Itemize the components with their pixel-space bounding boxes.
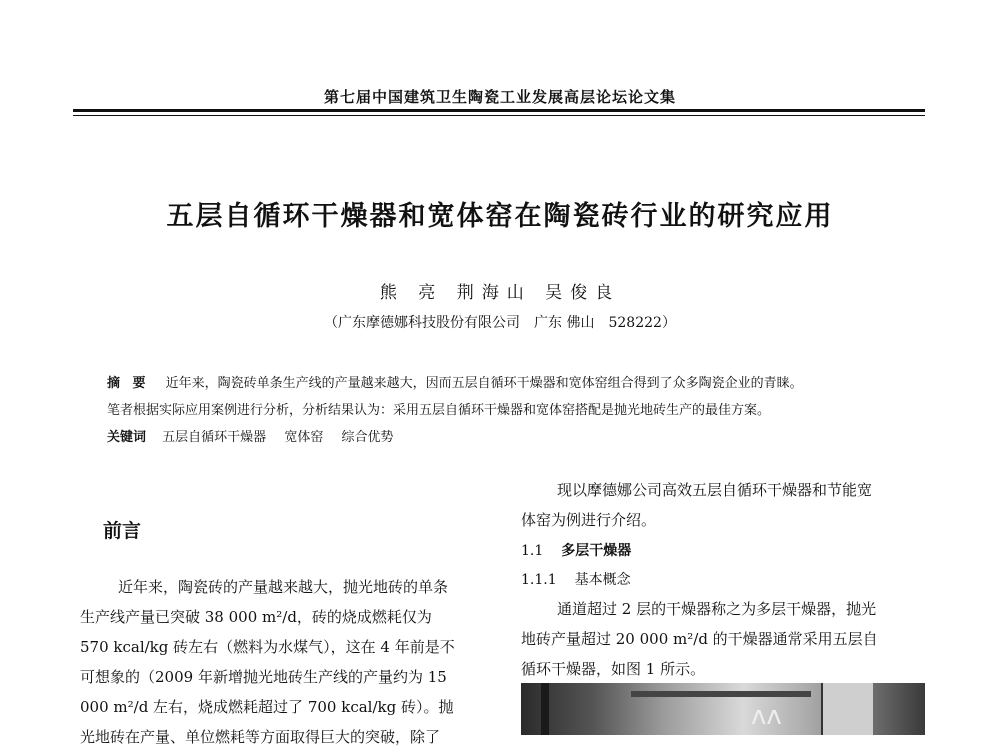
body-line: 光地砖在产量、单位燃耗等方面取得巨大的突破，除了 <box>80 728 441 746</box>
keywords-label: 关键词 <box>107 430 147 445</box>
body-line: 现以摩德娜公司高效五层自循环干燥器和节能宽 <box>557 481 873 499</box>
abstract-line-1 <box>107 372 803 391</box>
body-line: 近年来，陶瓷砖的产量越来越大，抛光地砖的单条 <box>118 578 449 596</box>
abstract-text-1: 近年来，陶瓷砖单条生产线的产量越来越大，因而五层自循环干燥器和宽体窑组合得到了众多陶瓷企业的青睐。 <box>165 376 803 391</box>
body-line: 生产线产量已突破 38 000 m²/d，砖的烧成燃耗仅为 <box>80 608 432 626</box>
body-line: 通道超过 2 层的干燥器称之为多层干燥器，抛光 <box>557 600 877 618</box>
body-line: 体窑为例进行介绍。 <box>521 511 657 529</box>
keywords-line <box>107 426 407 445</box>
paper-authors: 熊 亮 荆海山 吴俊良 <box>379 283 621 303</box>
header-rule-thick <box>73 109 925 112</box>
body-line: 循环干燥器，如图 1 所示。 <box>521 660 706 678</box>
section-heading-1-1 <box>521 540 631 560</box>
section-heading-preface: 前言 <box>103 520 142 542</box>
subsection-number: 1.1.1 <box>521 572 557 588</box>
keyword: 综合优势 <box>341 430 394 445</box>
abstract-label: 摘 要 <box>107 376 150 391</box>
figure-1-dryer-photo: ᴧᴧ <box>521 683 925 735</box>
body-line: 000 m²/d 左右，烧成燃耗超过了 700 kcal/kg 砖）。抛 <box>80 698 454 716</box>
section-number: 1.1 <box>521 543 544 559</box>
paper-title: 五层自循环干燥器和宽体窑在陶瓷砖行业的研究应用 <box>166 201 834 232</box>
keyword: 五层自循环干燥器 <box>162 430 267 445</box>
proceedings-header-title: 第七届中国建筑卫生陶瓷工业发展高层论坛论文集 <box>323 88 676 106</box>
header-rule-thin <box>73 115 925 116</box>
abstract-line-2: 笔者根据实际应用案例进行分析，分析结果认为：采用五层自循环干燥器和宽体窑搭配是抛光地砖生产的最佳方案。 <box>107 403 771 418</box>
section-title: 多层干燥器 <box>561 543 632 559</box>
paper-affiliation: （广东摩德娜科技股份有限公司 广东 佛山 528222） <box>324 315 676 331</box>
subsection-title: 基本概念 <box>574 572 631 588</box>
body-line: 地砖产量超过 20 000 m²/d 的干燥器通常采用五层自 <box>521 630 878 648</box>
section-heading-1-1-1 <box>521 569 631 589</box>
body-line: 570 kcal/kg 砖左右（燃料为水煤气），这在 4 年前是不 <box>80 638 455 656</box>
keyword: 宽体窑 <box>284 430 324 445</box>
body-line: 可想象的（2009 年新增抛光地砖生产线的产量约为 15 <box>80 668 447 686</box>
